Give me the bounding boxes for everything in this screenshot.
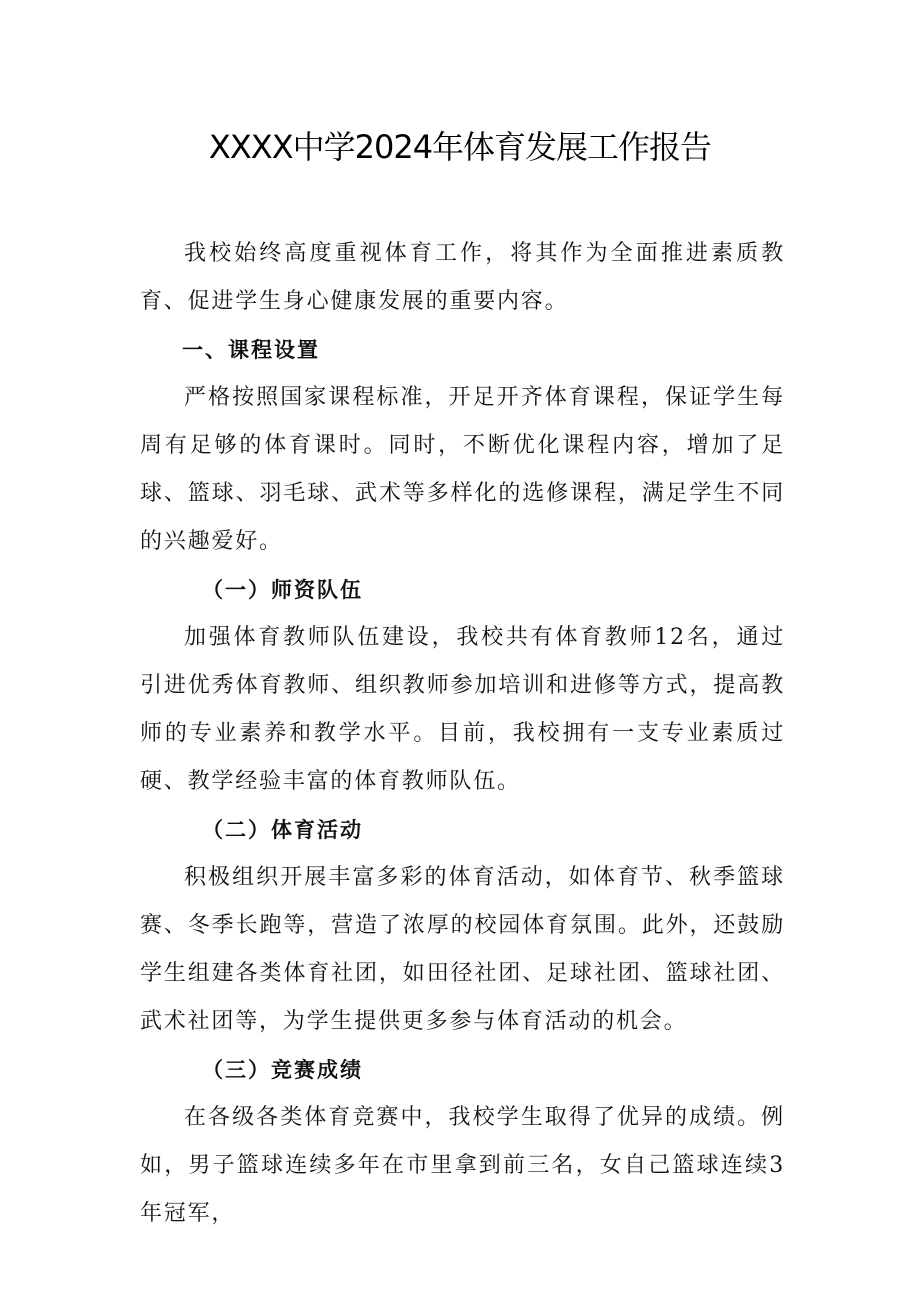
subsection-heading-faculty: （一）师资队伍 — [202, 578, 363, 602]
activities-paragraph: 积极组织开展丰富多彩的体育活动，如体育节、秋季篮球赛、冬季长跑等，营造了浓厚的校园体育氛围。此外，还鼓励学生组建各类体育社团，如田径社团、足球社团、篮球社团、武术社团等，为学生提供更多参与体育活动的机会。 — [140, 865, 785, 1034]
subsection-heading-competition: （三）竞赛成绩 — [202, 1058, 363, 1082]
document-body — [140, 230, 785, 1238]
intro-paragraph: 我校始终高度重视体育工作，将其作为全面推进素质教育、促进学生身心健康发展的重要内容。 — [140, 241, 785, 314]
faculty-paragraph: 加强体育教师队伍建设，我校共有体育教师12名，通过引进优秀体育教师、组织教师参加培训和进修等方式，提高教师的专业素养和教学水平。目前，我校拥有一支专业素质过硬、教学经验丰富的体育教师队伍。 — [140, 625, 785, 794]
subsection-heading-activities: （二）体育活动 — [202, 818, 363, 842]
section-heading-curriculum: 一、课程设置 — [182, 338, 320, 362]
competition-paragraph: 在各级各类体育竞赛中，我校学生取得了优异的成绩。例如，男子篮球连续多年在市里拿到前三名，女自己篮球连续3年冠军， — [140, 1105, 785, 1226]
document-title: XXXX中学2024年体育发展工作报告 — [208, 128, 712, 166]
curriculum-paragraph: 严格按照国家课程标准，开足开齐体育课程，保证学生每周有足够的体育课时。同时，不断优化课程内容，增加了足球、篮球、羽毛球、武术等多样化的选修课程，满足学生不同的兴趣爱好。 — [140, 385, 785, 554]
